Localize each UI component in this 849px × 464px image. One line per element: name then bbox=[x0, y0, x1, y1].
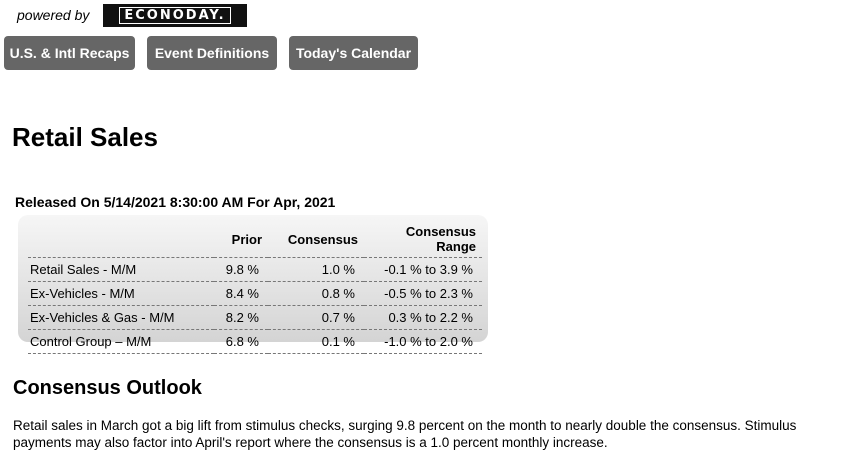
consensus-value: 0.1 % bbox=[268, 330, 364, 354]
table-row bbox=[28, 282, 482, 306]
row-label: Retail Sales - M/M bbox=[28, 258, 214, 282]
consensus-value: 1.0 % bbox=[268, 258, 364, 282]
consensus-range-value: -1.0 % to 2.0 % bbox=[364, 330, 482, 354]
consensus-range-value: -0.1 % to 3.9 % bbox=[364, 258, 482, 282]
econoday-logo-text: ECONODAY. bbox=[119, 7, 230, 24]
consensus-value: 0.8 % bbox=[268, 282, 364, 306]
release-info: Released On 5/14/2021 8:30:00 AM For Apr, 2021 bbox=[15, 194, 336, 210]
table-row bbox=[28, 306, 482, 330]
column-header-prior: Prior bbox=[231, 231, 262, 247]
consensus-outlook-text: Retail sales in March got a big lift from stimulus checks, surging 9.8 percent on the month to nearly double the consensus. Stimulus payments may also factor into April's report where the consensus is a 1.0 percent monthly increase. bbox=[13, 418, 797, 450]
consensus-range-value: 0.3 % to 2.2 % bbox=[364, 306, 482, 330]
row-label: Control Group – M/M bbox=[28, 330, 214, 354]
prior-value: 8.2 % bbox=[214, 306, 268, 330]
event-definitions-button[interactable]: Event Definitions bbox=[147, 36, 277, 70]
consensus-range-value: -0.5 % to 2.3 % bbox=[364, 282, 482, 306]
prior-value: 6.8 % bbox=[214, 330, 268, 354]
consensus-value: 0.7 % bbox=[268, 306, 364, 330]
table-row bbox=[28, 330, 482, 354]
consensus-table bbox=[28, 221, 482, 354]
powered-by-label: powered by bbox=[17, 7, 90, 23]
column-header-label bbox=[28, 221, 214, 258]
consensus-outlook-heading: Consensus Outlook bbox=[13, 377, 202, 399]
row-label: Ex-Vehicles - M/M bbox=[28, 282, 214, 306]
prior-value: 8.4 % bbox=[214, 282, 268, 306]
todays-calendar-button[interactable]: Today's Calendar bbox=[289, 36, 418, 70]
page-title: Retail Sales bbox=[12, 122, 158, 152]
column-header-consensus-range: Consensus Range bbox=[405, 224, 476, 254]
table-row bbox=[28, 258, 482, 282]
row-label: Ex-Vehicles & Gas - M/M bbox=[28, 306, 214, 330]
table-header-row bbox=[28, 221, 482, 258]
column-header-consensus: Consensus bbox=[287, 231, 358, 247]
consensus-table-panel bbox=[18, 215, 488, 349]
econoday-logo[interactable] bbox=[103, 4, 247, 27]
prior-value: 9.8 % bbox=[214, 258, 268, 282]
recaps-button[interactable]: U.S. & Intl Recaps bbox=[4, 36, 135, 70]
